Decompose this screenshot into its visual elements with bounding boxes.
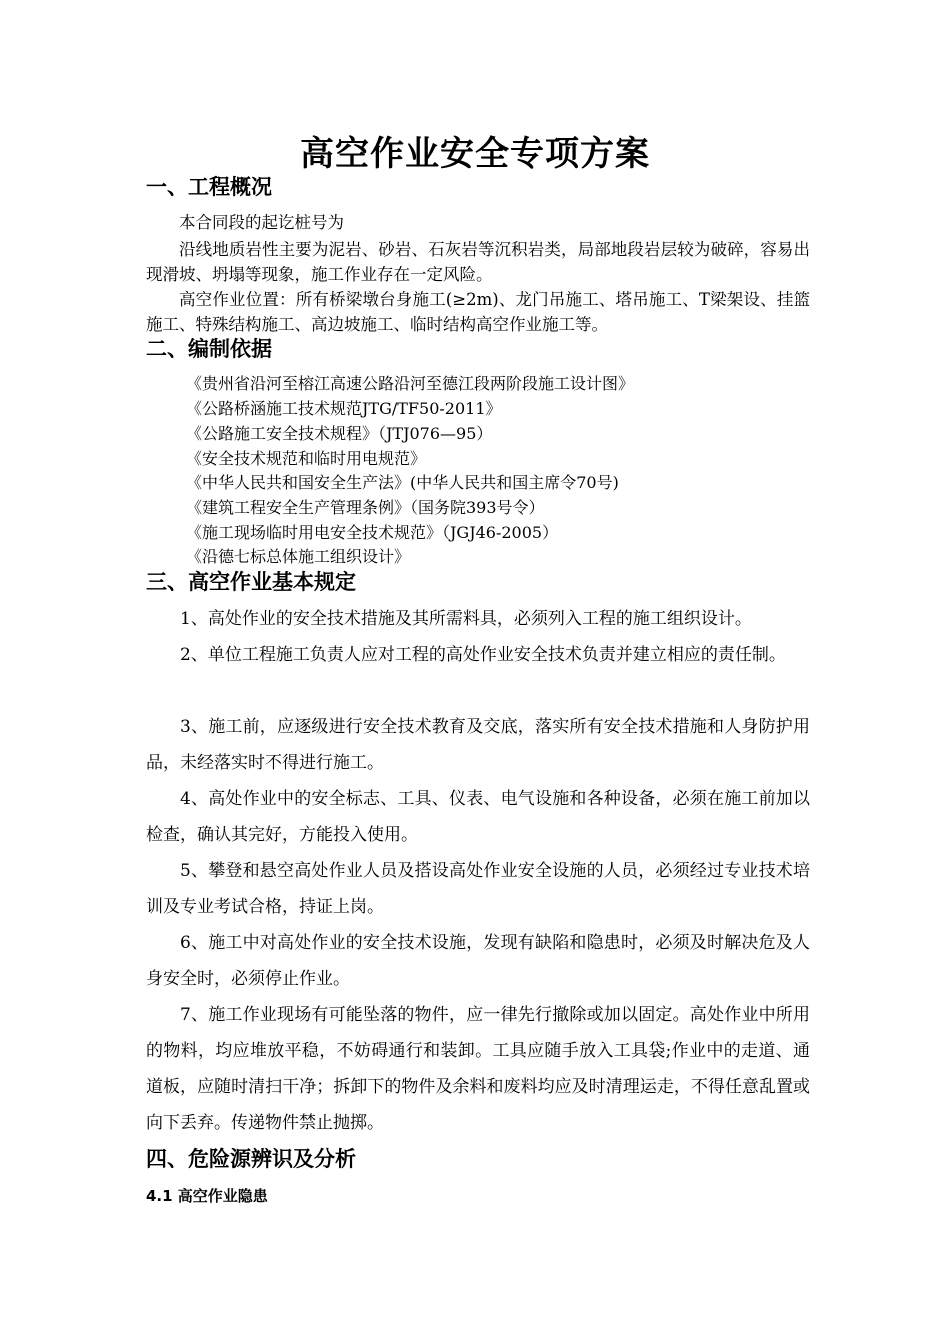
section-heading-rules: 三、高空作业基本规定 [146,570,356,594]
reference-item: 《公路施工安全技术规程》（JTJ076—95） [186,424,493,443]
section-heading-basis: 二、编制依据 [146,337,272,361]
reference-item: 《建筑工程安全生产管理条例》（国务院393号令） [186,498,545,517]
rule-item: 5、攀登和悬空高处作业人员及搭设高处作业安全设施的人员，必须经过专业技术培训及专业考试合格，持证上岗。 [146,861,810,917]
rule-item: 7、施工作业现场有可能坠落的物件，应一律先行撤除或加以固定。高处作业中所用的物料，均应堆放平稳，不妨碍通行和装卸。工具应随手放入工具袋;作业中的走道、通道板，应随时清扫干净；拆卸下的物件及余料和废料均应及时清理运走，不得任意乱置或向下丢弃。传递物件禁止抛掷。 [146,1005,810,1133]
rule-item: 2、单位工程施工负责人应对工程的高处作业安全技术负责并建立相应的责任制。 [180,645,786,665]
reference-item: 《贵州省沿河至榕江高速公路沿河至德江段两阶段施工设计图》 [186,374,635,393]
reference-item: 《沿德七标总体施工组织设计》 [186,547,411,566]
overview-paragraph-2: 沿线地质岩性主要为泥岩、砂岩、石灰岩等沉积岩类，局部地段岩层较为破碎，容易出现滑坡、坍塌等现象，施工作业存在一定风险。 [146,240,810,284]
reference-item: 《施工现场临时用电安全技术规范》（JGJ46-2005） [186,523,559,542]
overview-paragraph-3: 高空作业位置：所有桥梁墩台身施工(≥2m)、龙门吊施工、塔吊施工、T梁架设、挂篮施工、特殊结构施工、高边坡施工、临时结构高空作业施工等。 [146,290,810,334]
rule-item: 6、施工中对高处作业的安全技术设施，发现有缺陷和隐患时，必须及时解决危及人身安全时，必须停止作业。 [146,933,810,989]
subsection-heading-hazards: 4.1 高空作业隐患 [146,1187,268,1205]
overview-paragraph-1: 本合同段的起讫桩号为 [179,213,344,232]
reference-item: 《中华人民共和国安全生产法》(中华人民共和国主席令70号) [186,473,619,492]
rule-item: 4、高处作业中的安全标志、工具、仪表、电气设施和各种设备，必须在施工前加以检查，确认其完好，方能投入使用。 [146,789,810,845]
document-title: 高空作业安全专项方案 [300,134,650,174]
reference-item: 《安全技术规范和临时用电规范》 [186,449,427,468]
reference-item: 《公路桥涵施工技术规范JTG/TF50-2011》 [186,399,502,418]
section-heading-overview: 一、工程概况 [146,175,272,199]
rule-item: 3、施工前，应逐级进行安全技术教育及交底，落实所有安全技术措施和人身防护用品，未经落实时不得进行施工。 [146,717,810,773]
rule-item: 1、高处作业的安全技术措施及其所需料具，必须列入工程的施工组织设计。 [180,609,752,629]
section-heading-hazards: 四、危险源辨识及分析 [146,1147,356,1171]
